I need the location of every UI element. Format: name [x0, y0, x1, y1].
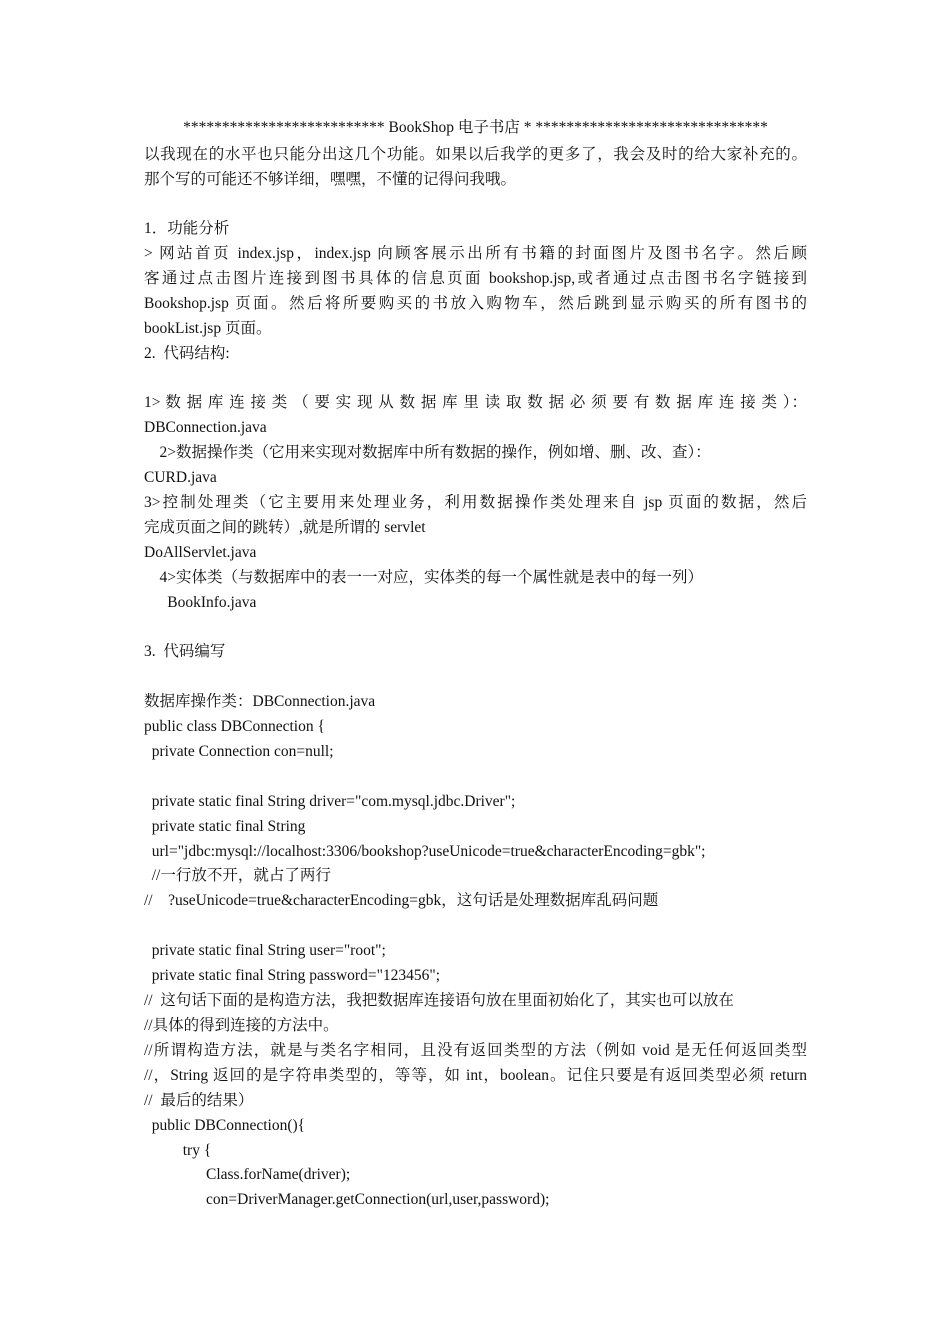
structure-item-4-file: BookInfo.java [144, 594, 257, 611]
structure-item-3: 3>控制处理类（它主要用来处理业务，利用数据操作类处理来自 jsp 页面的数据，然后 [144, 494, 807, 511]
title-banner: ************************** BookShop 电子书店 * ****************************** [183, 119, 768, 136]
code-comment: //一行放不开，就占了两行 [144, 867, 331, 884]
code-line: public DBConnection(){ [144, 1117, 306, 1134]
intro-line-2: 那个写的可能还不够详细，嘿嘿，不懂的记得问我哦。 [144, 171, 517, 188]
code-line: con=DriverManager.getConnection(url,user,password); [144, 1191, 550, 1208]
structure-item-1-file: DBConnection.java [144, 419, 267, 436]
intro-line-1: 以我现在的水平也只能分出这几个功能。如果以后我学的更多了，我会及时的给大家补充的。 [144, 146, 807, 163]
code-line: url="jdbc:mysql://localhost:3306/bookshop?useUnicode=true&characterEncoding=gbk"; [144, 843, 706, 860]
structure-item-2: 2>数据操作类（它用来实现对数据库中所有数据的操作，例如增、删、改、查）： [144, 444, 711, 461]
section-1-para-line-1: > 网站首页 index.jsp，index.jsp 向顾客展示出所有书籍的封面图片及图书名字。然后顾 [144, 245, 807, 262]
code-comment: // 这句话下面的是构造方法，我把数据库连接语句放在里面初始化了，其实也可以放在 [144, 992, 734, 1009]
section-1-para-line-4: bookList.jsp 页面。 [144, 320, 272, 337]
code-line: private static final String user="root"; [144, 942, 386, 959]
section-1-para-line-2: 客通过点击图片连接到图书具体的信息页面 bookshop.jsp,或者通过点击图书名字链接到 [144, 270, 807, 287]
structure-item-3-file: DoAllServlet.java [144, 544, 257, 561]
code-line: private static final String password="123456"; [144, 967, 441, 984]
structure-item-2-file: CURD.java [144, 469, 217, 486]
code-line: private Connection con=null; [144, 743, 334, 760]
structure-item-4: 4>实体类（与数据库中的表一一对应，实体类的每一个属性就是表中的每一列） [144, 569, 703, 586]
code-caption: 数据库操作类：DBConnection.java [144, 693, 376, 710]
section-3-heading: 3. 代码编写 [144, 643, 226, 660]
code-line: private static final String driver="com.mysql.jdbc.Driver"; [144, 793, 516, 810]
section-2-heading: 2. 代码结构: [144, 345, 230, 362]
code-comment: // ?useUnicode=true&characterEncoding=gbk，这句话是处理数据库乱码问题 [144, 892, 659, 909]
code-line: Class.forName(driver); [144, 1166, 351, 1183]
code-line: try { [144, 1142, 212, 1159]
code-comment: // 最后的结果） [144, 1092, 254, 1109]
code-line: public class DBConnection { [144, 718, 325, 735]
code-comment: //所谓构造方法，就是与类名字相同，且没有返回类型的方法（例如 void 是无任何返回类型 [144, 1042, 807, 1059]
structure-item-3-cont: 完成页面之间的跳转）,就是所谓的 servlet [144, 519, 426, 536]
code-line: private static final String [144, 818, 306, 835]
section-1-heading: 1．功能分析 [144, 220, 230, 237]
section-1-para-line-3: Bookshop.jsp 页面。然后将所要购买的书放入购物车，然后跳到显示购买的所有图书的 [144, 295, 807, 312]
structure-item-1: 1> 数 据 库 连 接 类 （ 要 实 现 从 数 据 库 里 读 取 数 据 必 须 要 有 数 据 库 连 接 类 ）： [144, 394, 807, 411]
code-comment: //具体的得到连接的方法中。 [144, 1017, 339, 1034]
code-comment: //，String 返回的是字符串类型的，等等，如 int，boolean。记住只要是有返回类型必须 return [144, 1067, 807, 1084]
